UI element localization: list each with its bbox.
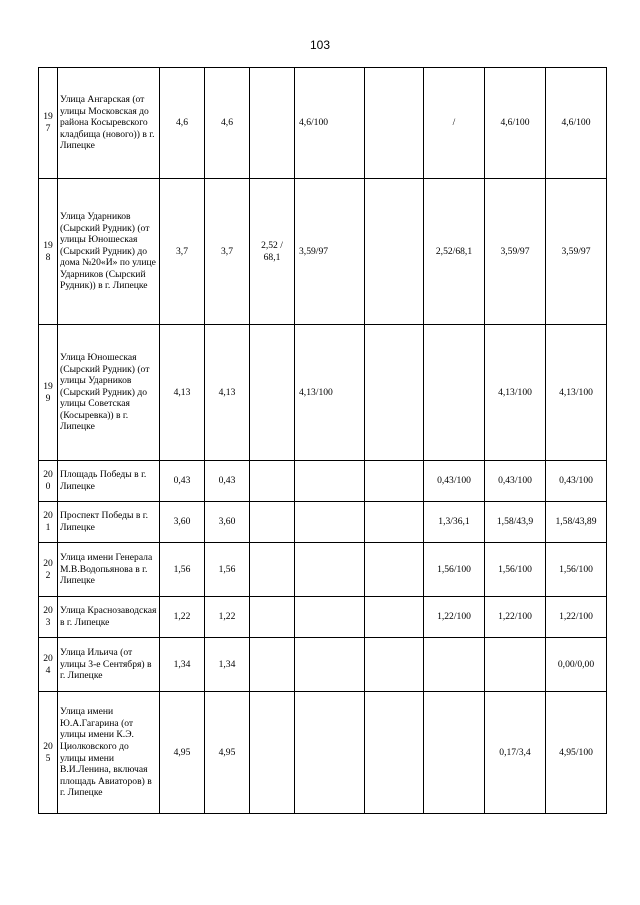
value-c7: 0,43/100 <box>485 461 546 502</box>
value-c3: 2,52 / 68,1 <box>250 179 295 325</box>
value-c1: 1,56 <box>160 543 205 597</box>
table-body <box>39 68 607 814</box>
row-number: 199 <box>39 325 58 461</box>
value-c1: 4,13 <box>160 325 205 461</box>
value-c5 <box>365 638 424 692</box>
table-row <box>39 68 607 179</box>
value-c5 <box>365 68 424 179</box>
value-c3 <box>250 68 295 179</box>
value-c4: 4,13/100 <box>295 325 365 461</box>
value-c3 <box>250 692 295 814</box>
row-number: 197 <box>39 68 58 179</box>
value-c7: 1,56/100 <box>485 543 546 597</box>
road-name: Улица имени Ю.А.Гагарина (от улицы имени К.Э. Циолковского до улицы имени В.И.Ленина, включая площадь Авиаторов) в г. Липецке <box>58 692 160 814</box>
value-c5 <box>365 692 424 814</box>
value-c5 <box>365 597 424 638</box>
value-c2: 4,95 <box>205 692 250 814</box>
value-c8: 4,95/100 <box>546 692 607 814</box>
value-c2: 4,6 <box>205 68 250 179</box>
value-c4 <box>295 502 365 543</box>
value-c6 <box>424 692 485 814</box>
value-c6 <box>424 325 485 461</box>
table-row <box>39 638 607 692</box>
road-name: Улица имени Генерала М.В.Водопьянова в г. Липецке <box>58 543 160 597</box>
table-row <box>39 502 607 543</box>
road-name: Улица Ударников (Сырский Рудник) (от улицы Юношеская (Сырский Рудник) до дома №20«И» по улице Ударников (Сырский Рудник)) в г. Липецке <box>58 179 160 325</box>
road-name: Улица Краснозаводская в г. Липецке <box>58 597 160 638</box>
row-number: 201 <box>39 502 58 543</box>
value-c4 <box>295 638 365 692</box>
value-c5 <box>365 461 424 502</box>
road-name: Площадь Победы в г. Липецке <box>58 461 160 502</box>
value-c2: 1,22 <box>205 597 250 638</box>
value-c6: 0,43/100 <box>424 461 485 502</box>
value-c8: 4,6/100 <box>546 68 607 179</box>
table-row <box>39 179 607 325</box>
value-c4: 3,59/97 <box>295 179 365 325</box>
value-c1: 4,95 <box>160 692 205 814</box>
value-c8: 0,43/100 <box>546 461 607 502</box>
value-c3 <box>250 502 295 543</box>
value-c6: 2,52/68,1 <box>424 179 485 325</box>
value-c8: 1,56/100 <box>546 543 607 597</box>
value-c3 <box>250 638 295 692</box>
value-c5 <box>365 543 424 597</box>
value-c7: 1,22/100 <box>485 597 546 638</box>
value-c1: 1,22 <box>160 597 205 638</box>
value-c2: 3,60 <box>205 502 250 543</box>
row-number: 202 <box>39 543 58 597</box>
value-c1: 4,6 <box>160 68 205 179</box>
value-c5 <box>365 502 424 543</box>
page-number: 103 <box>309 38 331 52</box>
value-c8: 0,00/0,00 <box>546 638 607 692</box>
value-c5 <box>365 325 424 461</box>
value-c1: 0,43 <box>160 461 205 502</box>
value-c8: 1,22/100 <box>546 597 607 638</box>
value-c4 <box>295 543 365 597</box>
value-c1: 1,34 <box>160 638 205 692</box>
value-c2: 0,43 <box>205 461 250 502</box>
value-c6: 1,3/36,1 <box>424 502 485 543</box>
value-c8: 4,13/100 <box>546 325 607 461</box>
value-c6: / <box>424 68 485 179</box>
row-number: 200 <box>39 461 58 502</box>
road-name: Улица Ильича (от улицы 3-е Сентября) в г. Липецке <box>58 638 160 692</box>
row-number: 205 <box>39 692 58 814</box>
value-c4 <box>295 461 365 502</box>
row-number: 203 <box>39 597 58 638</box>
road-name: Улица Юношеская (Сырский Рудник) (от улицы Ударников (Сырский Рудник) до улицы Советская (Косыревка)) в г. Липецке <box>58 325 160 461</box>
value-c1: 3,60 <box>160 502 205 543</box>
table-row <box>39 543 607 597</box>
value-c3 <box>250 597 295 638</box>
road-name: Улица Ангарская (от улицы Московская до района Косыревского кладбища (нового)) в г. Липецке <box>58 68 160 179</box>
value-c6: 1,22/100 <box>424 597 485 638</box>
table-row <box>39 692 607 814</box>
table-row <box>39 597 607 638</box>
value-c4 <box>295 597 365 638</box>
value-c3 <box>250 461 295 502</box>
value-c7: 4,6/100 <box>485 68 546 179</box>
value-c8: 3,59/97 <box>546 179 607 325</box>
table-row <box>39 325 607 461</box>
value-c4: 4,6/100 <box>295 68 365 179</box>
value-c7: 0,17/3,4 <box>485 692 546 814</box>
value-c3 <box>250 543 295 597</box>
roads-table <box>38 67 607 814</box>
value-c2: 1,56 <box>205 543 250 597</box>
row-number: 204 <box>39 638 58 692</box>
value-c8: 1,58/43,89 <box>546 502 607 543</box>
value-c4 <box>295 692 365 814</box>
row-number: 198 <box>39 179 58 325</box>
value-c6 <box>424 638 485 692</box>
value-c7: 3,59/97 <box>485 179 546 325</box>
value-c7: 4,13/100 <box>485 325 546 461</box>
value-c7: 1,58/43,9 <box>485 502 546 543</box>
value-c1: 3,7 <box>160 179 205 325</box>
value-c2: 1,34 <box>205 638 250 692</box>
value-c2: 4,13 <box>205 325 250 461</box>
table-row <box>39 461 607 502</box>
value-c5 <box>365 179 424 325</box>
value-c3 <box>250 325 295 461</box>
road-name: Проспект Победы в г. Липецке <box>58 502 160 543</box>
value-c2: 3,7 <box>205 179 250 325</box>
value-c6: 1,56/100 <box>424 543 485 597</box>
value-c7 <box>485 638 546 692</box>
